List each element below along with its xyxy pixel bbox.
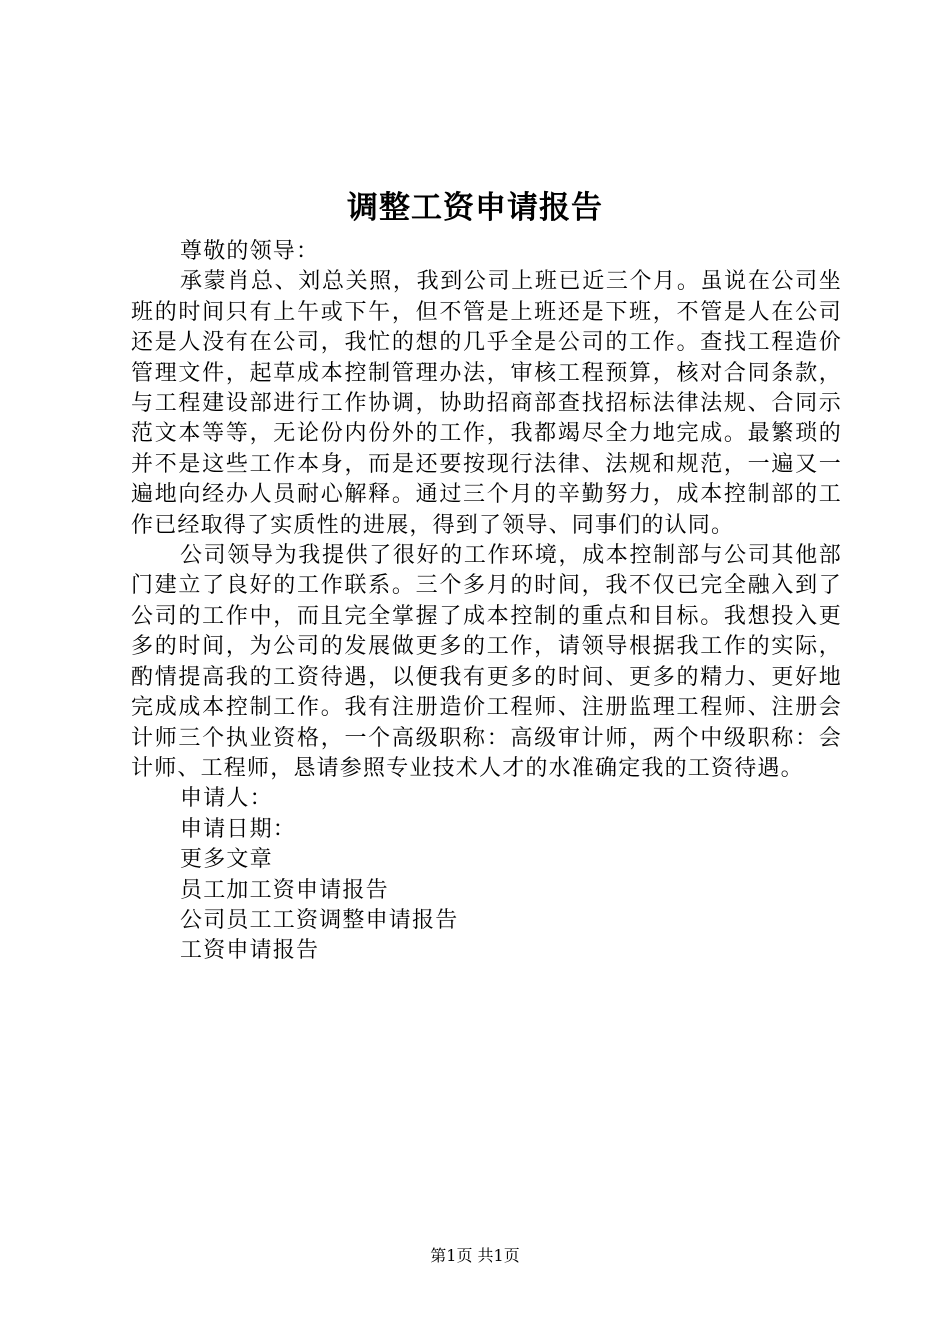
document-title: 调整工资申请报告 <box>347 190 603 226</box>
salutation: 尊敬的领导： <box>180 239 320 264</box>
related-link-3[interactable]: 工资申请报告 <box>180 938 320 964</box>
applicant-label: 申请人： <box>180 786 273 812</box>
body-paragraph-2: 公司领导为我提供了很好的工作环境，成本控制部与公司其他部门建立了良好的工作联系。三个多月的时间，我不仅已完全融入到了公司的工作中，而且完全掌握了成本控制的重点和目标。我想投入更多的时间，为公司的发展做更多的工作，请领导根据我工作的实际，酌情提高我的工资待遇，以便我有更多的时间、更多的精力、更好地完成成本控制工作。我有注册造价工程师、注册监理工程师、注册会计师三个执业资格，一个高级职称：高级审计师，两个中级职称：会计师、工程师，恳请参照专业技术人才的水准确定我的工资待遇。 <box>131 543 842 781</box>
document-body <box>131 237 842 967</box>
page-footer: 第1页 共1页 <box>430 1246 520 1265</box>
related-link-1[interactable]: 员工加工资申请报告 <box>180 877 389 903</box>
related-link-2[interactable]: 公司员工工资调整申请报告 <box>180 907 459 933</box>
more-articles-heading: 更多文章 <box>180 847 273 873</box>
date-label: 申请日期： <box>180 816 297 842</box>
body-paragraph-1: 承蒙肖总、刘总关照，我到公司上班已近三个月。虽说在公司坐班的时间只有上午或下午，但不管是上班还是下班，不管是人在公司还是人没有在公司，我忙的想的几乎全是公司的工作。查找工程造价管理文件，起草成本控制管理办法，审核工程预算，核对合同条款，与工程建设部进行工作协调，协助招商部查找招标法律法规、合同示范文本等等，无论份内份外的工作，我都竭尽全力地完成。最繁琐的并不是这些工作本身，而是还要按现行法律、法规和规范，一遍又一遍地向经办人员耐心解释。通过三个月的辛勤努力，成本控制部的工作已经取得了实质性的进展，得到了领导、同事们的认同。 <box>131 269 842 538</box>
